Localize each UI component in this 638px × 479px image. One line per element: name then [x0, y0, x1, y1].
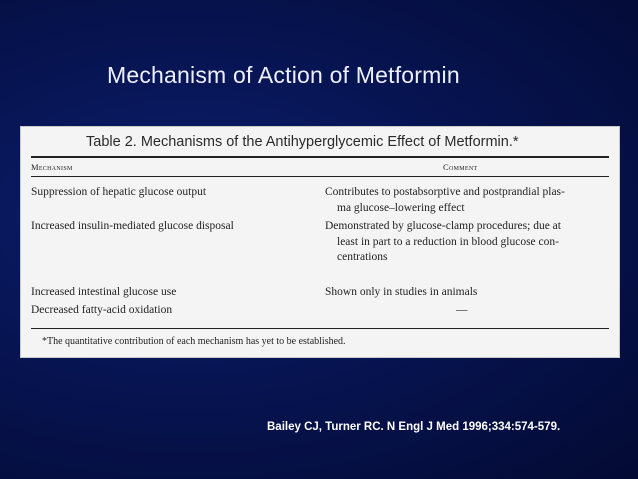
row-1-comment-line-1: Contributes to postabsorptive and postprandial plas- [325, 186, 565, 198]
row-2-comment-line-3: centrations [337, 251, 388, 263]
row-2-mechanism: Increased insulin-mediated glucose disposal [31, 220, 234, 232]
table-footnote: *The quantitative contribution of each mechanism has yet to be established. [42, 336, 346, 347]
row-1-mechanism: Suppression of hepatic glucose output [31, 186, 207, 198]
row-2-comment-line-2: least in part to a reduction in blood glucose con- [337, 235, 559, 248]
row-2-comment-line-1: Demonstrated by glucose-clamp procedures; due at [325, 220, 561, 232]
column-header-mechanism: Mechanism [31, 162, 73, 172]
row-2-comment [325, 219, 615, 266]
row-4-comment: — [456, 304, 468, 316]
row-3-mechanism: Increased intestinal glucose use [31, 286, 177, 298]
slide-title: Mechanism of Action of Metformin [107, 62, 460, 88]
table-top-rule [31, 156, 609, 158]
row-1-comment [325, 185, 615, 216]
citation: Bailey CJ, Turner RC. N Engl J Med 1996;334:574-579. [267, 421, 561, 433]
row-4-mechanism: Decreased fatty-acid oxidation [31, 304, 173, 316]
row-1-comment-line-2: ma glucose–lowering effect [337, 201, 465, 214]
table-header-rule [31, 176, 609, 177]
column-header-comment: Comment [443, 162, 478, 172]
table-caption: Table 2. Mechanisms of the Antihyperglycemic Effect of Metformin.* [86, 134, 519, 150]
table-card [20, 126, 620, 358]
row-3-comment: Shown only in studies in animals [325, 286, 478, 298]
table-bottom-rule [31, 328, 609, 329]
